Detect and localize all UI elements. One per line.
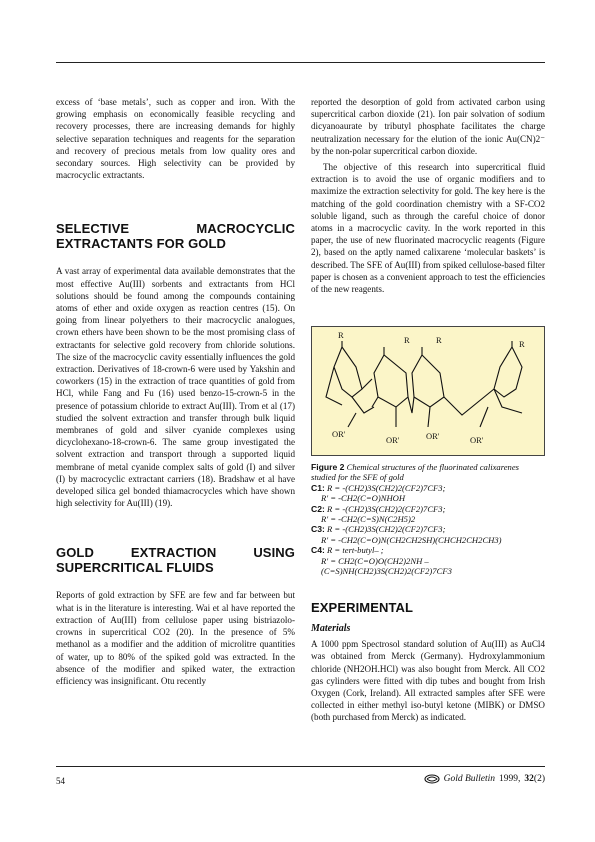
objective-paragraph: The objective of this research into supercritical fluid extraction is to avoid the use of organic modifiers and to maximize the extraction selectivity for gold. The key here is the matching of the gold coordination chemistry with a SF-CO2 soluble ligand, such as through the careful choice of donor atoms in a macrocyclic cavity. In the work reported in this paper, the use of new fluorinated macrocyclic reagents (Figure 2), based on the aptly named calixarene ‘molecular baskets’ is described. The SFE of Au(III) from spiked cellulose-based filter paper is chosen as a convenient approach to test the efficiencies of the new reagents. <box>311 162 545 295</box>
r-label-4: R <box>519 339 525 349</box>
materials-paragraph: A 1000 ppm Spectrosol standard solution of Au(III) as AuCl4 was obtained from Merck (Germany). Hydroxylammonium chloride (NH2OH.HCl) was also bought from Merck. All CO2 gas cylinders were fitted with dip tubes and bought from Irish Oxygen (Cork, Ireland). All extracted samples after SFE were collected in either methyl iso-butyl ketone (MIBK) or DMSO (both purchased from Merck) as indicated. <box>311 639 545 723</box>
figure-caption <box>311 462 545 576</box>
left-column <box>56 96 295 687</box>
figure-2-structure <box>311 326 545 456</box>
figure-caption-text: Chemical structures of the fluorinated calixarenes studied for the SFE of gold <box>311 462 519 483</box>
right-column <box>311 96 545 295</box>
footer-rule <box>56 766 545 767</box>
compound-c1-r2: R' = -CH2(C=O)NHOH <box>321 493 406 504</box>
compound-c2-r2: R' = -CH2(C=S)N(C2H5)2 <box>321 514 416 525</box>
r-label-3: R <box>436 335 442 345</box>
compound-c2-id: C2: <box>311 503 325 514</box>
journal-footer <box>424 774 545 784</box>
or-label-3: OR' <box>426 431 440 441</box>
compound-c1-id: C1: <box>311 482 325 493</box>
compound-c3-id: C3: <box>311 524 325 535</box>
journal-name: Gold Bulletin <box>443 774 496 784</box>
selective-paragraph: A vast array of experimental data available demonstrates that the most effective Au(III) sorbents and extractants from HCl solutions should be found among the compounds containing atoms of ether and oxide oxygen as reaction centres (15). On going from linear polyethers to their macrocyclic analogues, crown ethers have been shown to be the most promising class of extractants for selective gold recovery from chloride solutions. The size of the macrocyclic cavity essentially influences the gold extraction. Derivatives of 18-crown-6 were used by Yakshin and coworkers (15) in the extraction of trace quantities of gold from HCl, while Fang and Fu (16) used benzo-15-crown-5 in the presence of potassium chloride to extract Au(III). Trom et al (17) studied the solvent extraction and transfer through bulk liquid membranes of gold and silver cyanide complexes using dicyclohexano-18-crown-6. The same group investigated the solvent extraction and transport through a supported liquid membrane of metal cyanide complex salts of gold (I) and silver (I) by macrocyclic extractant carriers (18). Bradshaw et al have developed silica gel bonded thiamacrocycles which have shown high selectivity for Au(III) (19). <box>56 266 295 509</box>
sfe-paragraph: Reports of gold extraction by SFE are few and far between but what is in the literature is interesting. Wai et al have reported the extraction of Au(III) from cellulose paper using bistriazolo-crowns in supercritical CO2 (20). In the presence of 5% methanol as a modifier and the addition of microlitre quantities of water, up to 80% of the spiked gold was extracted. In the absence of the modifier and spiked water, the extraction efficiency was insignificant. Otu recently <box>56 590 295 686</box>
or-label-4: OR' <box>470 435 484 445</box>
journal-logo-icon <box>424 774 440 784</box>
compound-c1-r: R = -(CH2)3S(CH2)2(CF2)7CF3; <box>327 482 446 493</box>
calixarene-structure-diagram <box>312 327 544 455</box>
or-label-1: OR' <box>332 429 346 439</box>
header-rule <box>56 62 545 63</box>
heading-experimental: EXPERIMENTAL <box>311 600 414 615</box>
compound-c3-r: R = -(CH2)3S(CH2)2(CF2)7CF3; <box>327 524 446 535</box>
compound-c4-r2: R' = CH2(C=O)O(CH2)2NH – (C=S)NH(CH2)3S(CH2)2(CF2)7CF3 <box>321 555 452 577</box>
figure-label: Figure 2 <box>311 462 345 472</box>
continuation-paragraph: reported the desorption of gold from activated carbon using supercritical carbon dioxide (21). Ion pair solvation of sodium dicyanoaurate by tributyl phosphate facilitates the charge neutralization necessary for the elution of the ionic Au(CN)2⁻ by the non-polar supercritical carbon dioxide. <box>311 97 545 156</box>
experimental-section <box>311 600 545 724</box>
intro-paragraph: excess of ‘base metals’, such as copper and iron. With the growing emphasis on economically feasible recycling and recovery processes, there are increasing demands for highly selective separation techniques and reagents for the separation and recovery of precious metals from low quality ores and secondary sources. High selectivity can be provided by macrocyclic extractants. <box>56 97 295 181</box>
compound-c4-r: R = tert-butyl– ; <box>327 545 384 556</box>
journal-volume-issue <box>524 774 545 784</box>
journal-year: 1999, <box>499 774 521 784</box>
journal-volume: 32 <box>524 774 534 784</box>
journal-issue: (2) <box>533 774 545 784</box>
r-label-2: R <box>404 335 410 345</box>
compound-c4-id: C4: <box>311 545 325 556</box>
r-label-1: R <box>338 330 344 340</box>
page-number: 54 <box>56 776 65 786</box>
compound-c2-r: R = -(CH2)3S(CH2)2(CF2)7CF3; <box>327 503 446 514</box>
heading-gold-extraction-scf: GOLD EXTRACTION USING SUPERCRITICAL FLUIDS <box>56 545 295 576</box>
compound-c3-r2: R' = -CH2(C=O)N(CH2CH2SH)(CHCH2CH2CH3) <box>321 534 502 545</box>
subheading-materials: Materials <box>311 623 351 634</box>
or-label-2: OR' <box>386 435 400 445</box>
heading-selective-macrocyclic: SELECTIVE MACROCYCLIC EXTRACTANTS FOR GOLD <box>56 221 295 252</box>
